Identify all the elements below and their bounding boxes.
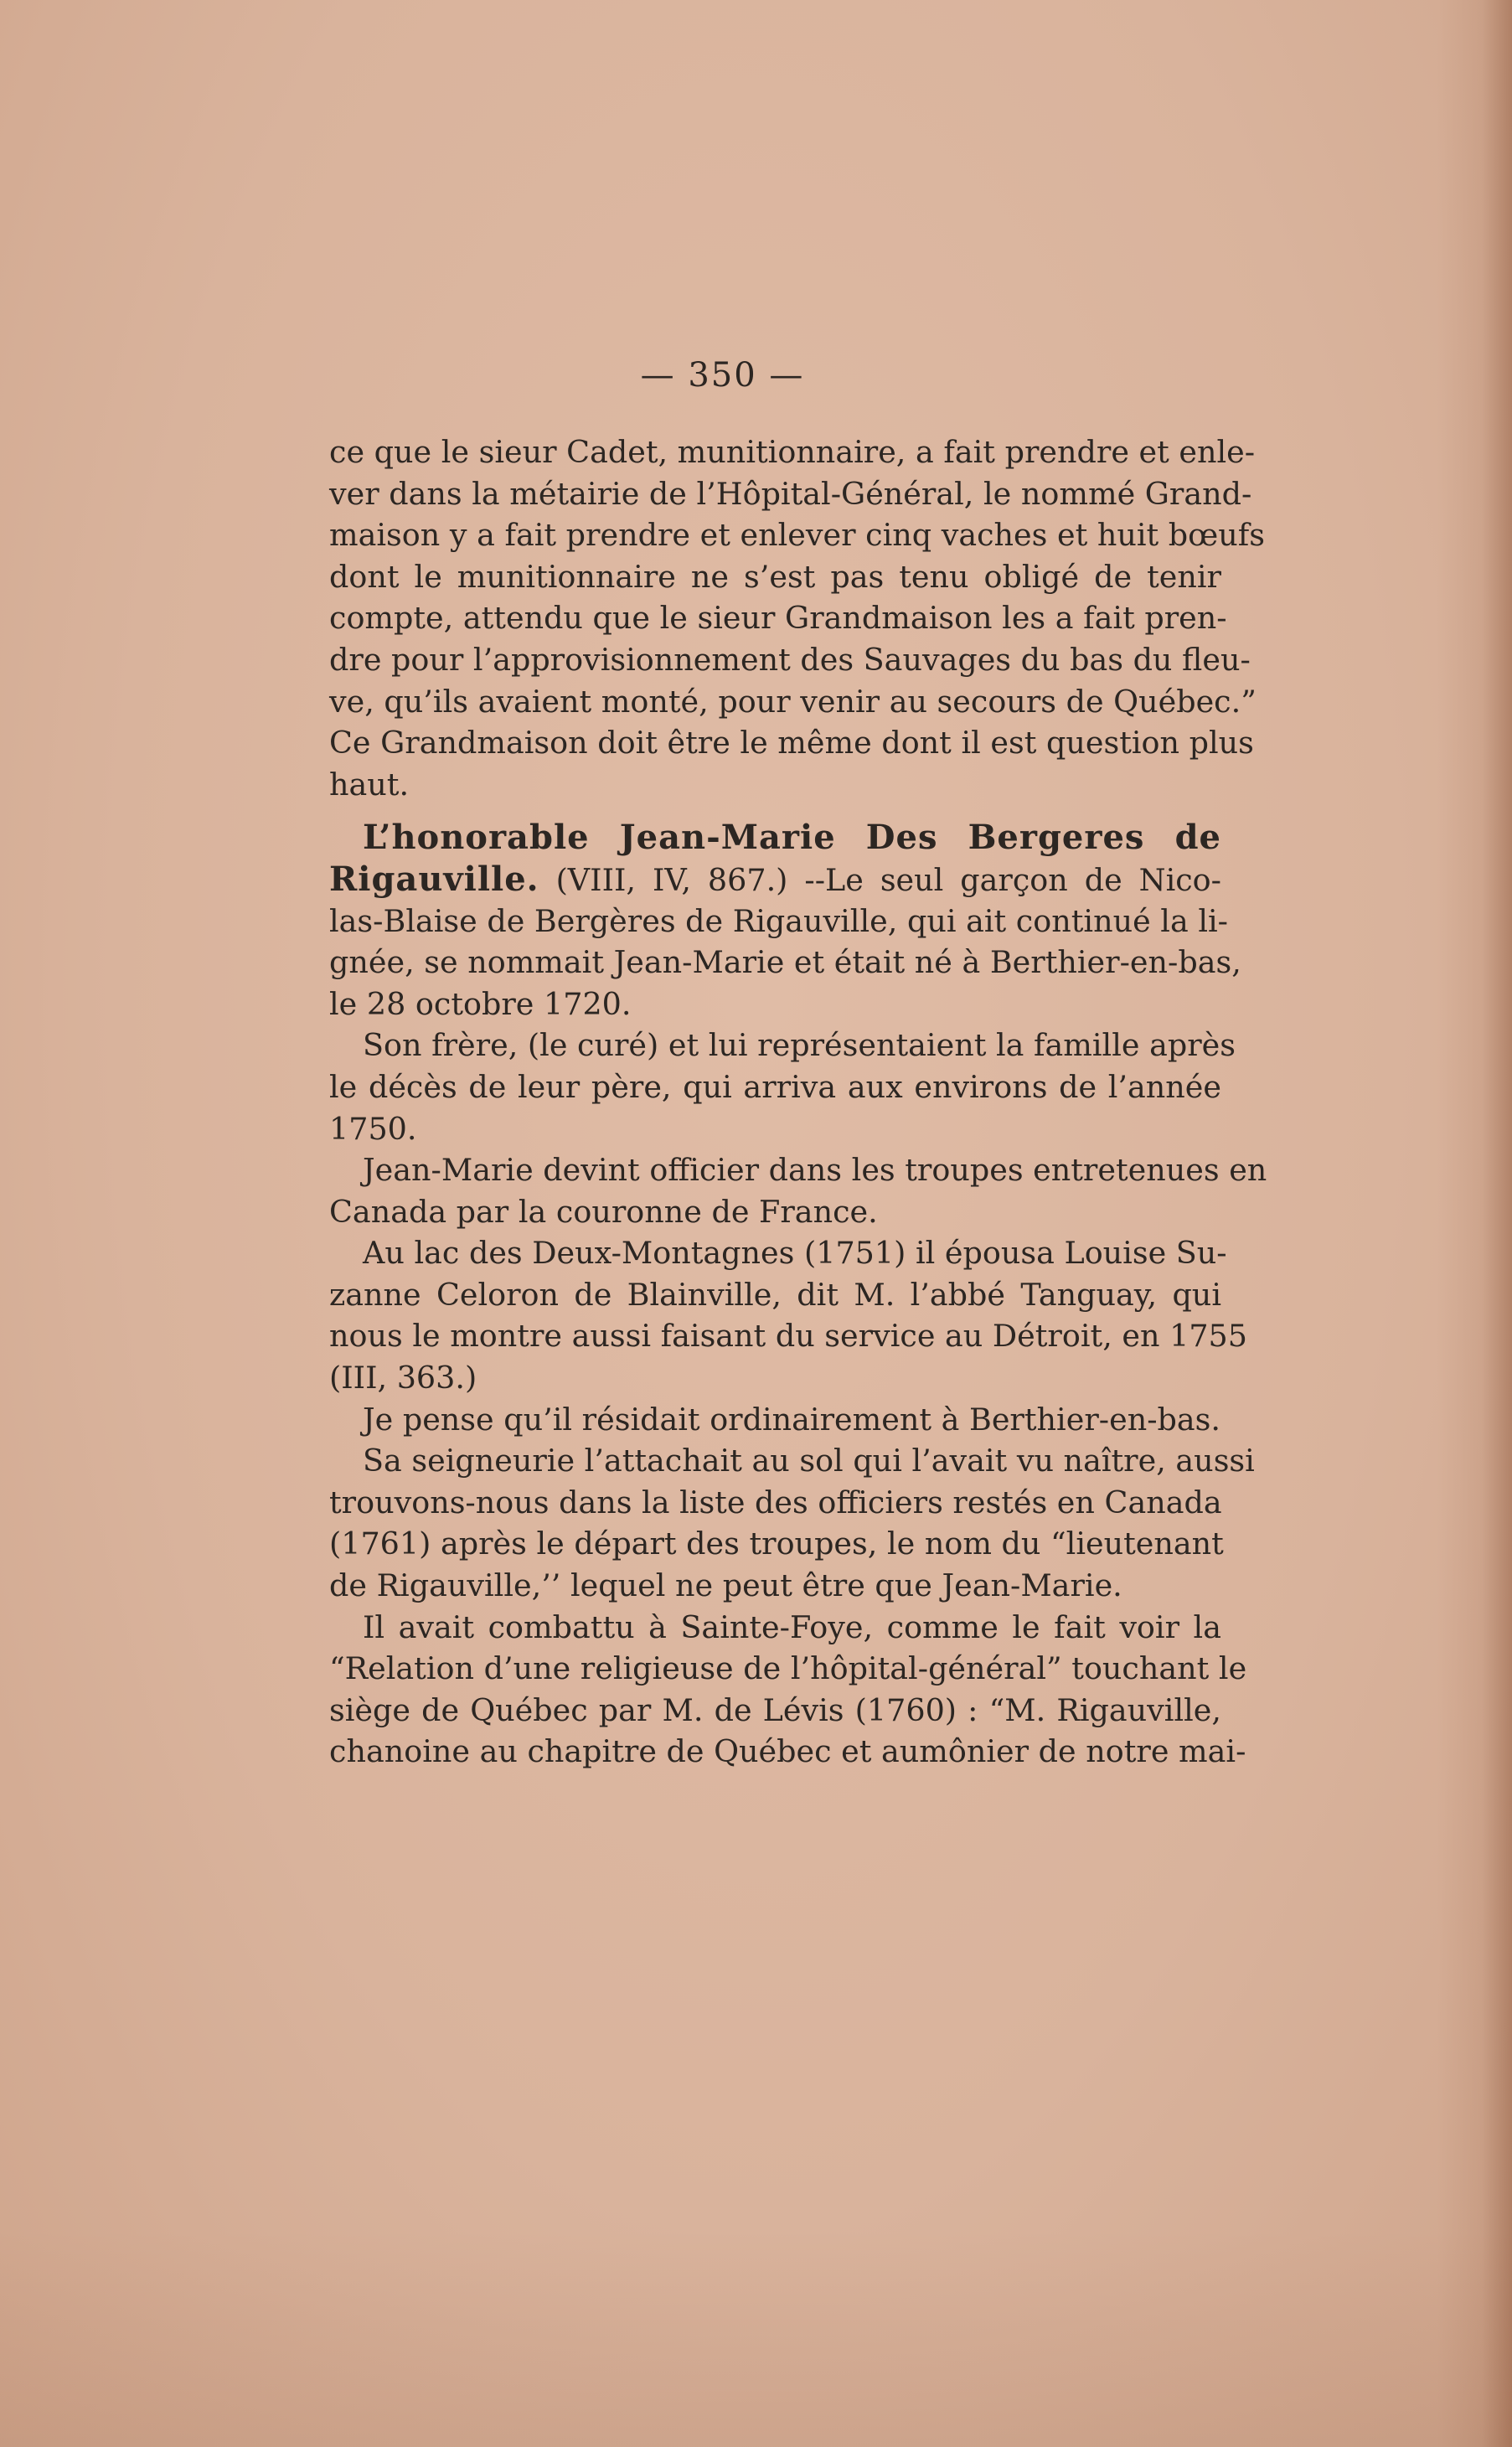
text-line: maison y a fait prendre et enlever cinq vaches et huit bœufs — [329, 517, 1266, 554]
text-line: siège de Québec par M. de Lévis (1760) : “M. Rigauville, — [329, 1691, 1221, 1728]
text-line: haut. — [329, 766, 410, 803]
text-line: nous le montre aussi faisant du service au Détroit, en 1755 — [329, 1318, 1247, 1355]
text-line: compte, attendu que le sieur Grandmaison les a fait pren- — [329, 600, 1227, 637]
text-line: dre pour l’approvisionnement des Sauvages du bas du fleu- — [329, 641, 1251, 678]
text-line: de Rigauville,’’ lequel ne peut être que Jean-Marie. — [329, 1567, 1122, 1604]
text-line: gnée, se nommait Jean-Marie et était né à Berthier-en-bas, — [329, 944, 1241, 981]
text-line — [329, 859, 1221, 901]
text-line: chanoine au chapitre de Québec et aumônier de notre mai- — [329, 1733, 1246, 1770]
text-line: Son frère, (le curé) et lui représentaient la famille après — [363, 1027, 1236, 1064]
section-heading: L’honorable Jean-Marie Des Bergeres de — [363, 818, 1221, 858]
page-bottom-shade — [0, 2229, 1512, 2447]
body-text — [329, 431, 1267, 1773]
text-line: ce que le sieur Cadet, munitionnaire, a fait prendre et enle- — [329, 434, 1256, 470]
text-line: le 28 octobre 1720. — [329, 985, 632, 1022]
text-line: Au lac des Deux-Montagnes (1751) il épousa Louise Su- — [363, 1235, 1227, 1272]
text-line: Je pense qu’il résidait ordinairement à Berthier-en-bas. — [363, 1401, 1220, 1438]
text-line: 1750. — [329, 1110, 417, 1147]
text-line: las-Blaise de Bergères de Rigauville, qui ait continué la li- — [329, 902, 1229, 939]
text-line: Jean-Marie devint officier dans les troupes entretenues en — [363, 1152, 1267, 1189]
text-line: “Relation d’une religieuse de l’hôpital-général” touchant le — [329, 1650, 1247, 1687]
text-line: (1761) après le départ des troupes, le nom du “lieutenant — [329, 1526, 1224, 1562]
text-line: zanne Celoron de Blainville, dit M. l’abbé Tanguay, qui — [329, 1276, 1221, 1313]
text-line: Il avait combattu à Sainte-Foye, comme le fait voir la — [363, 1608, 1221, 1645]
text-line: dont le munitionnaire ne s’est pas tenu obligé de tenir — [329, 558, 1221, 595]
section-heading-continued: Rigauville. — [329, 859, 539, 899]
text-line: ver dans la métairie de l’Hôpital-Général, le nommé Grand- — [329, 475, 1252, 512]
text-line: le décès de leur père, qui arriva aux environs de l’année — [329, 1068, 1221, 1105]
text-line: (III, 363.) — [329, 1360, 477, 1396]
page-number: — 350 — — [640, 356, 805, 395]
heading-reference: (VIII, IV, 867.) --Le seul garçon de Nico- — [555, 861, 1221, 898]
section-heading-line — [329, 817, 1221, 859]
text-line: trouvons-nous dans la liste des officiers restés en Canada — [329, 1484, 1222, 1520]
text-line: Ce Grandmaison doit être le même dont il est question plus — [329, 725, 1254, 761]
text-line: Canada par la couronne de France. — [329, 1193, 878, 1230]
text-line: Sa seigneurie l’attachait au sol qui l’avait vu naître, aussi — [363, 1443, 1255, 1479]
text-line: ve, qu’ils avaient monté, pour venir au secours de Québec.” — [329, 683, 1257, 720]
